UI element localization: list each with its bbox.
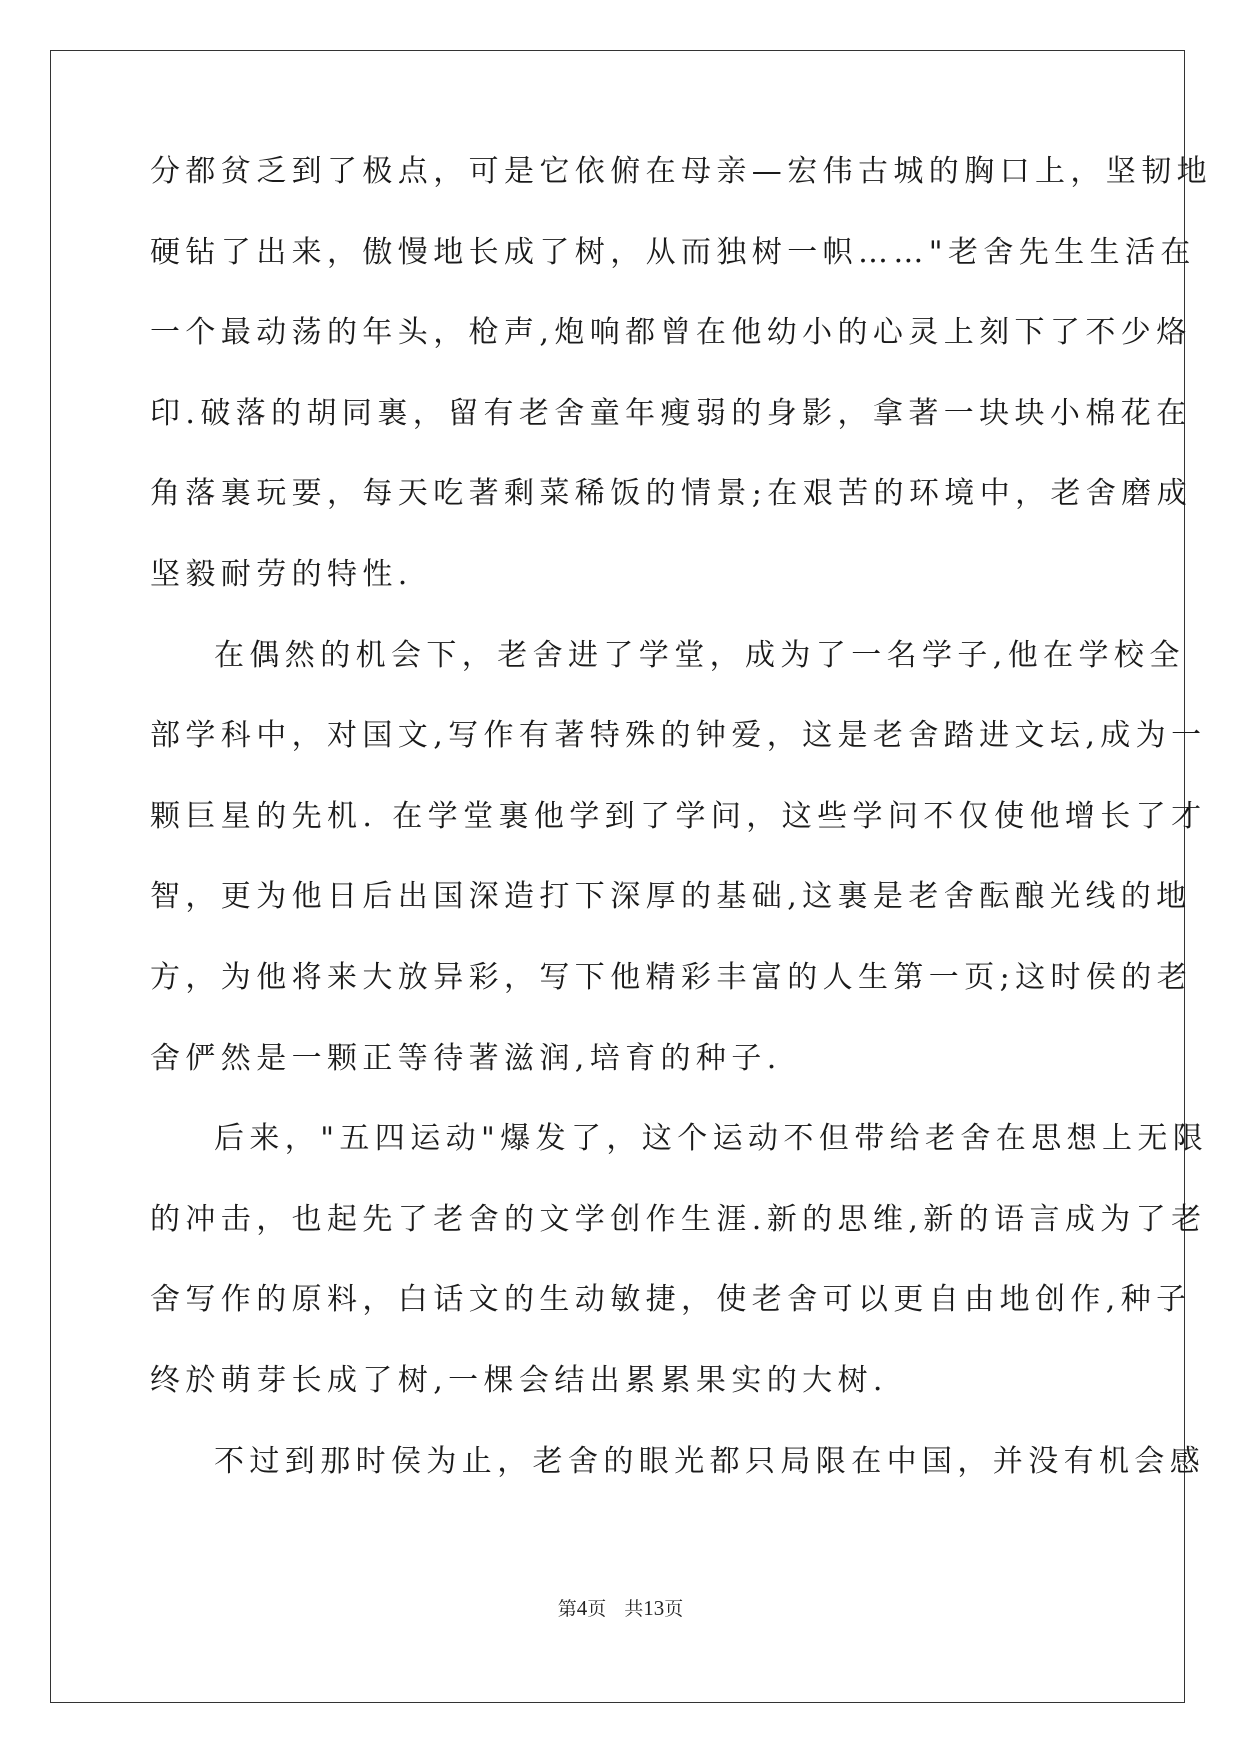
text-line: 角落裏玩要，每天吃著剩菜稀饭的情景;在艰苦的环境中，老舍磨成 bbox=[150, 476, 1193, 512]
document-body bbox=[150, 152, 1212, 1522]
page-prefix: 第 bbox=[557, 1598, 577, 1620]
text-line: 颗巨星的先机. 在学堂裏他学到了学问，这些学问不仅使他增长了才 bbox=[150, 798, 1207, 834]
text-line: 舍俨然是一颗正等待著滋润,培育的种子. bbox=[150, 1040, 782, 1076]
page-footer bbox=[0, 1596, 1241, 1621]
text-line: 分都贫乏到了极点，可是它依俯在母亲—宏伟古城的胸口上，坚韧地 bbox=[150, 154, 1212, 189]
page-suffix: 页 bbox=[587, 1598, 607, 1620]
text-line: 的冲击，也起先了老舍的文学创作生涯.新的思维,新的语言成为了老 bbox=[150, 1201, 1207, 1237]
text-line: 坚毅耐劳的特性. bbox=[150, 556, 413, 592]
text-line: 方，为他将来大放异彩，写下他精彩丰富的人生第一页;这时侯的老 bbox=[150, 959, 1193, 995]
text-line: 部学科中，对国文,写作有著特殊的钟爱，这是老舍踏进文坛,成为一 bbox=[150, 718, 1207, 754]
page-number: 4 bbox=[576, 1596, 588, 1620]
text-line: 硬钻了出来，傲慢地长成了树，从而独树一帜……"老舍先生生活在 bbox=[150, 234, 1196, 270]
paragraph-start-line: 不过到那时侯为止，老舍的眼光都只局限在中国，并没有机会感 bbox=[214, 1443, 1206, 1479]
text-line: 终於萌芽长成了树,一棵会结出累累果实的大树. bbox=[150, 1362, 888, 1398]
text-line: 智，更为他日后出国深造打下深厚的基础,这裏是老舍酝酿光线的地 bbox=[150, 879, 1192, 915]
paragraph-start-line: 在偶然的机会下，老舍进了学堂，成为了一名学子,他在学校全 bbox=[214, 637, 1185, 673]
text-line: 印.破落的胡同裏，留有老舍童年瘦弱的身影，拿著一块块小棉花在 bbox=[150, 395, 1192, 431]
text-line: 一个最动荡的年头，枪声,炮响都曾在他幼小的心灵上刻下了不少烙 bbox=[150, 315, 1192, 351]
paragraph-start-line: 后来，"五四运动"爆发了，这个运动不但带给老舍在思想上无限 bbox=[214, 1121, 1209, 1157]
total-pages: 13 bbox=[643, 1596, 665, 1620]
text-line: 舍写作的原料，白话文的生动敏捷，使老舍可以更自由地创作,种子 bbox=[150, 1282, 1192, 1318]
total-suffix: 页 bbox=[664, 1598, 684, 1620]
total-prefix: 共 bbox=[624, 1598, 644, 1620]
